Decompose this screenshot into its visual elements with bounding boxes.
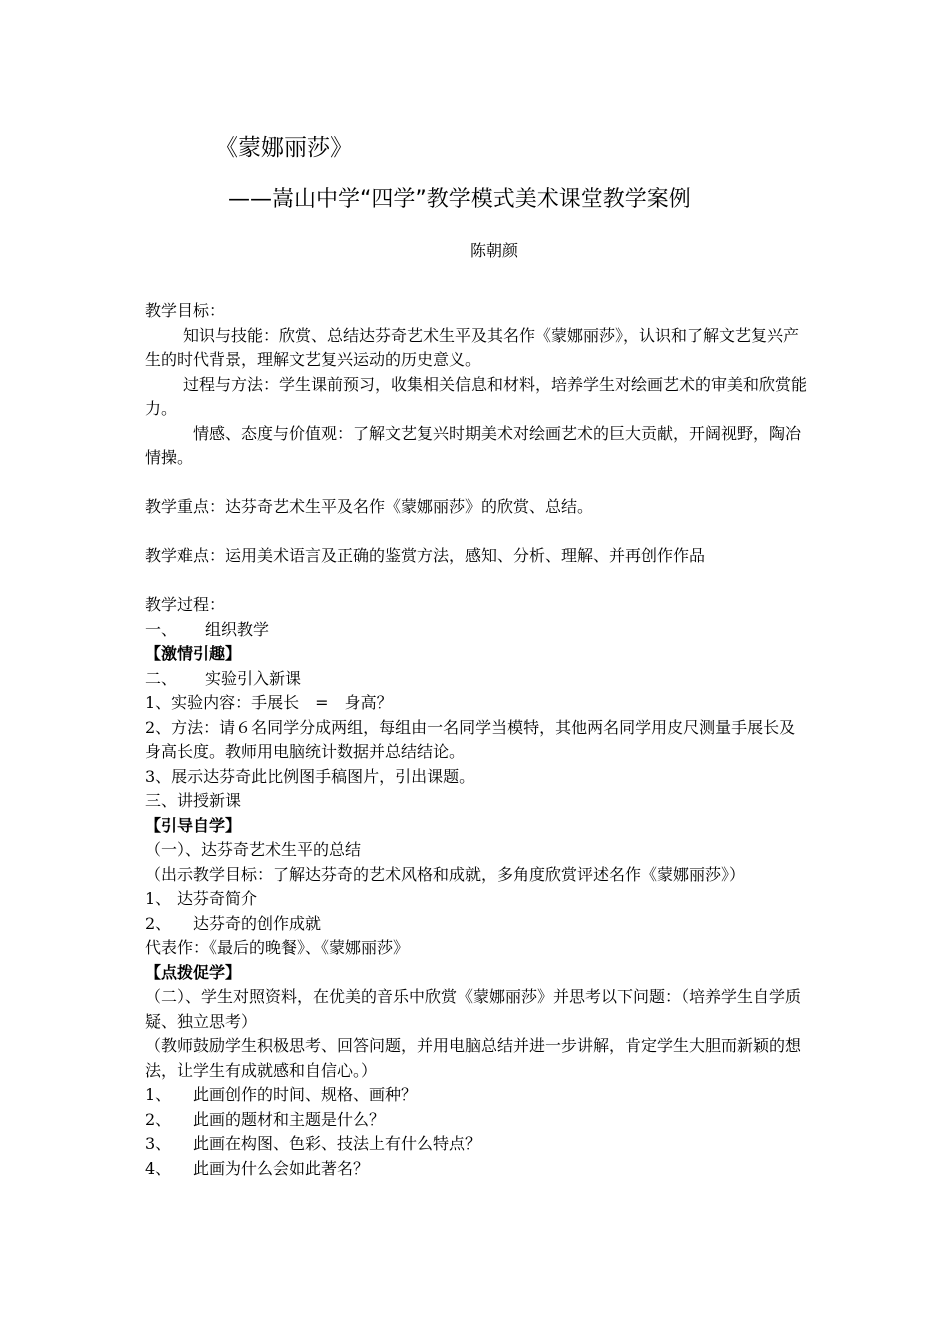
objectives-heading: 教学目标： — [145, 301, 226, 320]
question-number: 2、 — [145, 1109, 172, 1129]
step-number: 二、 — [145, 668, 178, 688]
step-text: 组织教学 — [205, 619, 270, 639]
subsection-biography: （一）、达芬奇艺术生平的总结 — [145, 840, 362, 859]
objective-emotion: 情感、态度与价值观：了解文艺复兴时期美术对绘画艺术的巨大贡献，开阔视野，陶冶情操。 — [145, 423, 802, 467]
section-tag-guide: 【引导自学】 — [145, 815, 242, 835]
subsection-appreciation: （二）、学生对照资料，在优美的音乐中欣赏《蒙娜丽莎》并思考以下问题：（培养学生自学质疑、独立思考） — [145, 987, 802, 1031]
key-point: 教学重点：达芬奇艺术生平及名作《蒙娜丽莎》的欣赏、总结。 — [145, 497, 594, 516]
section-tag-coach: 【点拨促学】 — [145, 962, 242, 982]
blank-line — [145, 569, 810, 594]
question-text: 此画的题材和主题是什么？ — [193, 1109, 386, 1129]
section-tag-motivate: 【激情引趣】 — [145, 644, 242, 663]
difficulty: 教学难点：运用美术语言及正确的鉴赏方法，感知、分析、理解、并再创作作品 — [145, 546, 706, 565]
step-experiment — [145, 667, 810, 692]
step-teach: 三、讲授新课 — [145, 791, 242, 810]
document-title: 《蒙娜丽莎》 — [215, 135, 353, 161]
step-text: 实验引入新课 — [205, 668, 302, 688]
masterpieces: 代表作：《最后的晚餐》、《蒙娜丽莎》 — [145, 938, 410, 957]
item-text: 达芬奇的创作成就 — [193, 913, 322, 933]
step-number: 一、 — [145, 619, 178, 639]
blank-line — [145, 471, 810, 496]
question-item — [145, 1132, 810, 1157]
subsection-teacher-note: （教师鼓励学生积极思考、回答问题，并用电脑总结并进一步讲解，肯定学生大胆而新颖的想法，让学生有成就感和自信心。） — [145, 1036, 802, 1080]
item-number: 2、 — [145, 913, 172, 933]
item-number: 1、 — [145, 889, 172, 908]
step-organize — [145, 618, 810, 643]
blank-line — [145, 520, 810, 545]
document-subtitle: ——嵩山中学“四学”教学模式美术课堂教学案例 — [228, 187, 691, 212]
question-text: 此画创作的时间、规格、画种？ — [193, 1085, 418, 1104]
question-item — [145, 1157, 810, 1182]
process-heading: 教学过程： — [145, 595, 226, 614]
question-item — [145, 1083, 810, 1108]
question-number: 3、 — [145, 1134, 172, 1153]
objective-process: 过程与方法：学生课前预习，收集相关信息和材料，培养学生对绘画艺术的审美和欣赏能力。 — [145, 374, 808, 418]
item-works — [145, 912, 810, 937]
item-intro — [145, 887, 810, 912]
objective-knowledge: 知识与技能：欣赏、总结达芬奇艺术生平及其名作《蒙娜丽莎》，认识和了解文艺复兴产生的时代背景，理解文艺复兴运动的历史意义。 — [145, 325, 800, 369]
question-number: 4、 — [145, 1158, 172, 1178]
subsection-goal: （出示教学目标：了解达芬奇的艺术风格和成就，多角度欣赏评述名作《蒙娜丽莎》） — [145, 864, 746, 884]
experiment-show: 3、展示达芬奇此比例图手稿图片，引出课题。 — [145, 766, 476, 786]
question-item — [145, 1108, 810, 1133]
question-text: 此画为什么会如此著名？ — [193, 1158, 370, 1178]
experiment-content: 1、实验内容：手展长 = 身高？ — [145, 693, 393, 712]
document-body — [145, 299, 810, 1181]
question-text: 此画在构图、色彩、技法上有什么特点？ — [193, 1134, 482, 1153]
author-name: 陈朝颜 — [470, 241, 519, 260]
experiment-method: 2、方法：请６名同学分成两组，每组由一名同学当模特，其他两名同学用皮尺测量手展长及身高长度。教师用电脑统计数据并总结结论。 — [145, 717, 796, 761]
question-number: 1、 — [145, 1085, 172, 1104]
item-text: 达芬奇简介 — [177, 889, 258, 908]
